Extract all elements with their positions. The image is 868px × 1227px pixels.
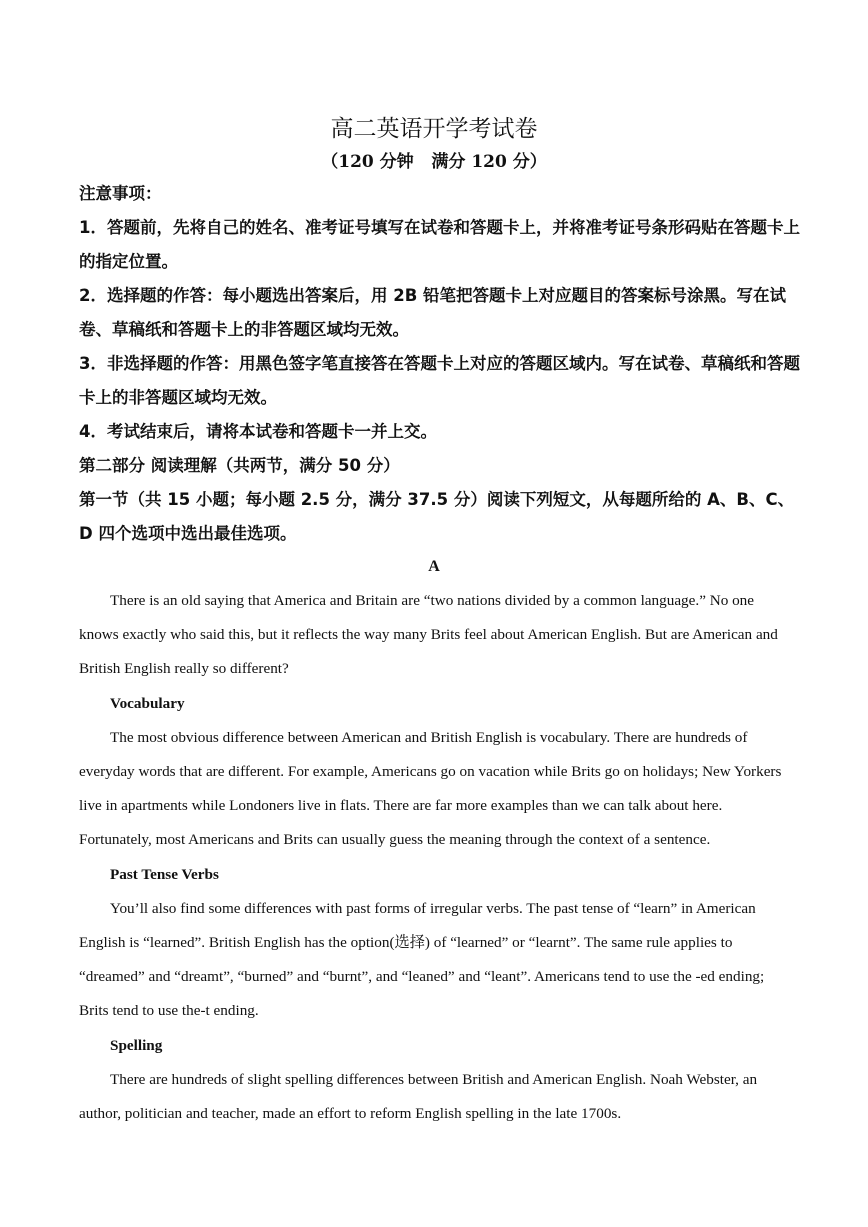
instruction-item-3: 3．非选择题的作答：用黑色签字笔直接答在答题卡上对应的答题区域内。写在试卷、草稿纸和答题卡上的非答题区域均无效。 <box>79 354 800 407</box>
instruction-item-1: 1．答题前，先将自己的姓名、准考证号填写在试卷和答题卡上，并将准考证号条形码贴在答题卡上的指定位置。 <box>79 218 800 271</box>
reading-passage <box>79 584 791 1131</box>
spelling-paragraph: There are hundreds of slight spelling differences between British and American English. Noah Webster, an author, politician and teacher, made an effort to reform English spelling in the late 1700s. <box>79 1070 758 1123</box>
instructions-block <box>79 177 801 551</box>
instruction-item-2: 2．选择题的作答：每小题选出答案后，用 2B 铅笔把答题卡上对应题目的答案标号涂黑。写在试卷、草稿纸和答题卡上的非答题区域均无效。 <box>79 286 787 339</box>
passage-letter: A <box>428 558 440 575</box>
instruction-item-4: 4．考试结束后，请将本试卷和答题卡一并上交。 <box>79 422 437 441</box>
page-title: 高二英语开学考试卷 <box>330 116 538 142</box>
passage-intro: There is an old saying that America and Britain are “two nations divided by a common language.” No one knows exactly who said this, but it reflects the way many Brits feel about American English. But are American and British English really so different? <box>79 592 778 678</box>
vocabulary-paragraph: The most obvious difference between American and British English is vocabulary. There are hundreds of everyday words that are different. For example, Americans go on vacation while Brits go on holidays; New Yorkers live in apartments while Londoners live in flats. There are far more examples than we can talk about here. Fortunately, most Americans and Brits can usually guess the meaning through the context of a sentence. <box>79 728 782 849</box>
instructions-heading: 注意事项： <box>79 184 162 203</box>
spelling-heading: Spelling <box>110 1036 163 1054</box>
past-tense-heading: Past Tense Verbs <box>110 865 219 883</box>
vocabulary-heading: Vocabulary <box>110 694 185 712</box>
part-heading: 第二部分 阅读理解（共两节，满分 50 分） <box>79 456 400 475</box>
section-heading: 第一节（共 15 小题；每小题 2.5 分，满分 37.5 分）阅读下列短文，从每题所给的 A、B、C、D 四个选项中选出最佳选项。 <box>79 490 795 543</box>
exam-duration-score: （120 分钟 满分 120 分） <box>321 152 547 172</box>
past-tense-paragraph: You’ll also find some differences with past forms of irregular verbs. The past tense of “learn” in American English is “learned”. British English has the option(选择) of “learned” or “learnt”. The same rule applies to “dreamed” and “dreamt”, “burned” and “burnt”, and “leaned” and “leant”. Americans tend to use the -ed ending; Brits tend to use the-t ending. <box>79 899 765 1020</box>
